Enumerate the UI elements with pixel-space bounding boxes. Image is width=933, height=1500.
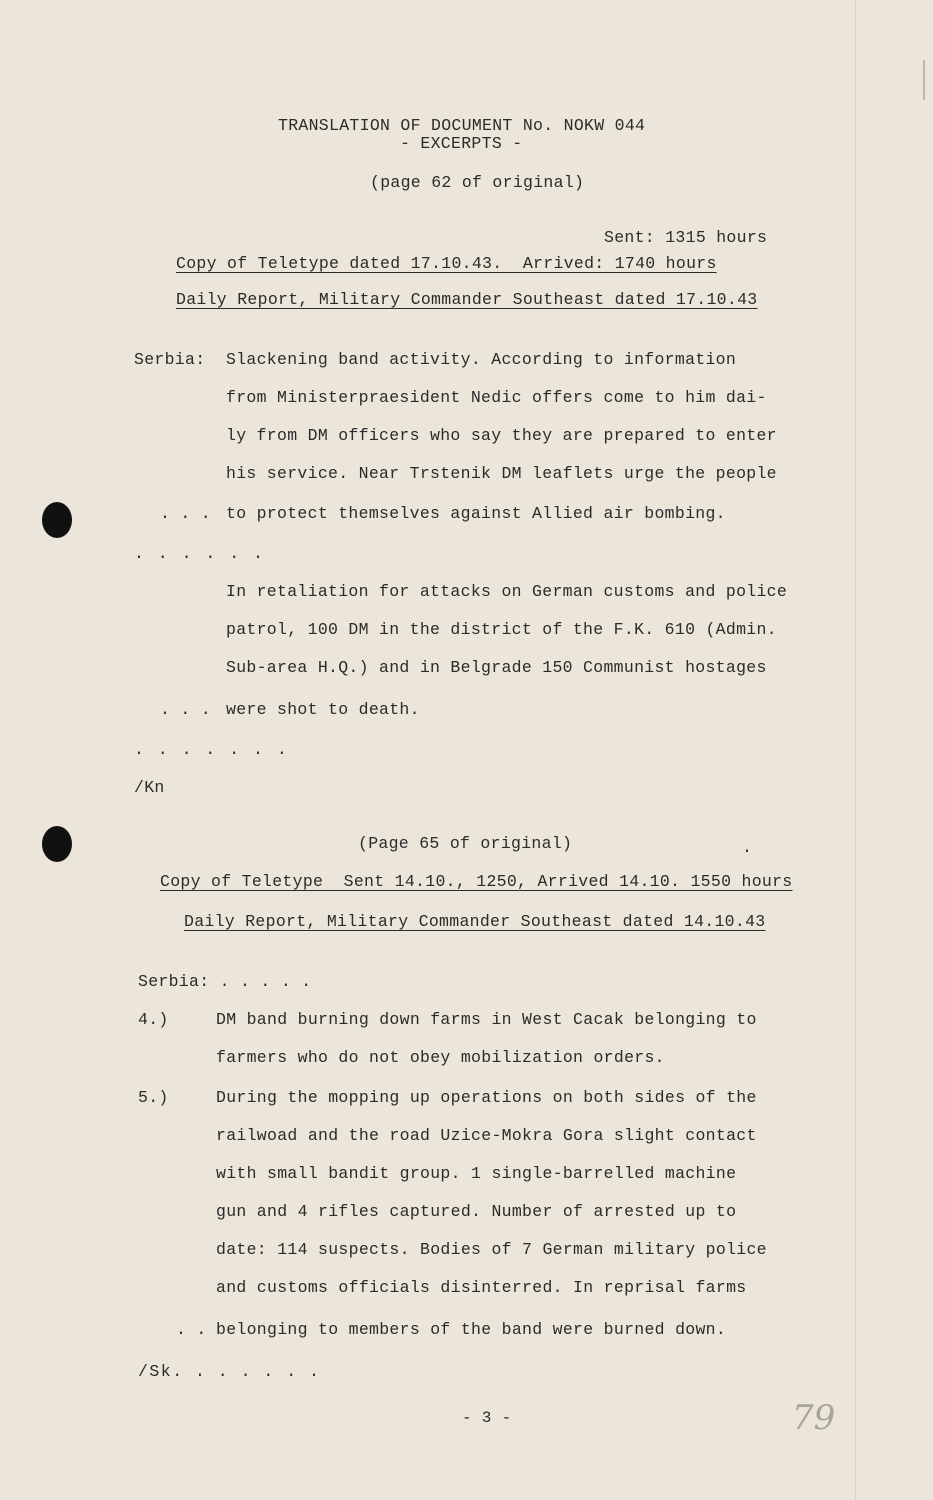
- page-fold-line: [855, 0, 856, 1500]
- para1-line-3: ly from DM officers who say they are prepared to enter: [226, 426, 777, 445]
- document-subtitle: - EXCERPTS -: [400, 134, 523, 153]
- para1-line-5: to protect themselves against Allied air bombing.: [226, 504, 726, 523]
- region-label-serbia-2: Serbia: . . . . .: [138, 972, 312, 991]
- item-4-line-1: DM band burning down farms in West Cacak belonging to: [216, 1010, 757, 1029]
- stray-dot-mark: .: [742, 838, 753, 857]
- teletype-copy-line-1: Copy of Teletype dated 17.10.43. Arrived: 1740 hours: [176, 254, 717, 273]
- daily-report-heading-2: Daily Report, Military Commander Southeast dated 14.10.43: [184, 912, 766, 931]
- item-4-number: 4.): [138, 1010, 169, 1029]
- page-reference-62: (page 62 of original): [370, 173, 585, 192]
- ellipsis-mark-2: . . .: [160, 700, 212, 719]
- typist-initials-sk: /Sk. . . . . . .: [138, 1362, 321, 1381]
- para2-line-4: were shot to death.: [226, 700, 420, 719]
- document-title: TRANSLATION OF DOCUMENT No. NOKW 044: [278, 116, 646, 135]
- teletype-copy-line-2: Copy of Teletype Sent 14.10., 1250, Arrived 14.10. 1550 hours: [160, 872, 793, 891]
- typist-initials-kn: /Kn: [134, 778, 165, 797]
- item-5-line-4: gun and 4 rifles captured. Number of arrested up to: [216, 1202, 737, 1221]
- para2-line-1: In retaliation for attacks on German customs and police: [226, 582, 788, 601]
- sent-time: Sent: 1315 hours: [604, 228, 768, 247]
- page-edge-mark: [923, 60, 925, 100]
- ellipsis-mark-1: . . .: [160, 504, 212, 523]
- item-5-line-7: belonging to members of the band were burned down.: [216, 1320, 727, 1339]
- handwritten-folio-number: 79: [792, 1398, 836, 1438]
- para1-line-4: his service. Near Trstenik DM leaflets urge the people: [226, 464, 777, 483]
- item-5-number: 5.): [138, 1088, 169, 1107]
- region-label-serbia: Serbia:: [134, 350, 206, 369]
- omission-dots-2: . . . . . . .: [134, 740, 289, 759]
- item-5-line-2: railwoad and the road Uzice-Mokra Gora slight contact: [216, 1126, 757, 1145]
- item-4-line-2: farmers who do not obey mobilization orders.: [216, 1048, 665, 1067]
- para2-line-2: patrol, 100 DM in the district of the F.K. 610 (Admin.: [226, 620, 777, 639]
- item-5-line-5: date: 114 suspects. Bodies of 7 German military police: [216, 1240, 767, 1259]
- item-5-line-1: During the mopping up operations on both sides of the: [216, 1088, 757, 1107]
- para2-line-3: Sub-area H.Q.) and in Belgrade 150 Communist hostages: [226, 658, 767, 677]
- omission-dots-1: . . . . . .: [134, 544, 265, 563]
- para1-line-2: from Ministerpraesident Nedic offers come to him dai-: [226, 388, 767, 407]
- para1-line-1: Slackening band activity. According to information: [226, 350, 737, 369]
- page-number: - 3 -: [462, 1409, 512, 1427]
- daily-report-heading-1: Daily Report, Military Commander Southeast dated 17.10.43: [176, 290, 758, 309]
- page-reference-65: (Page 65 of original): [358, 834, 573, 853]
- ellipsis-mark-3: . .: [176, 1320, 207, 1339]
- item-5-line-3: with small bandit group. 1 single-barrelled machine: [216, 1164, 737, 1183]
- punch-hole-lower: [42, 826, 72, 862]
- punch-hole-upper: [42, 502, 72, 538]
- item-5-line-6: and customs officials disinterred. In reprisal farms: [216, 1278, 747, 1297]
